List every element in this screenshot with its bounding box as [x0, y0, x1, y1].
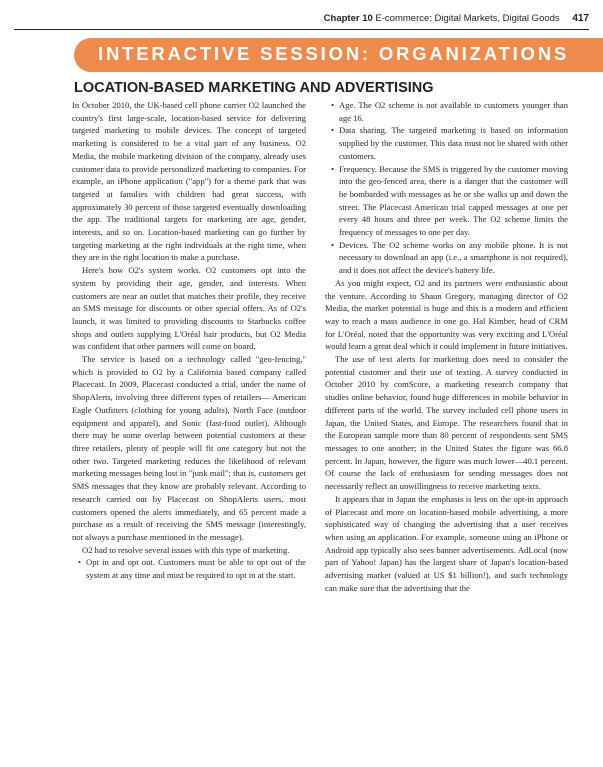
chapter-label: Chapter 10 — [323, 13, 373, 24]
left-column — [72, 99, 306, 582]
list-item: • Opt in and opt out. Customers must be able to opt out of the system at any time and must be required to opt in at the start. — [86, 556, 306, 581]
list-item: • Data sharing. The targeted marketing is based on information supplied by the customer. This data must not be shared with other customers. — [339, 124, 568, 162]
paragraph: As you might expect, O2 and its partners were enthusiastic about the venture. According to Shaun Gregory, managing director of O2 Media, the market potential is huge and this is a modern and efficient way to reach a mass audience in one go. Hal Kimber, head of CRM for L'Oréal, noted that the opportunity was very exciting and L'Oréal would learn a great deal which it could implement in future initiatives. — [325, 277, 568, 352]
paragraph: Here's how O2's system works. O2 customers opt into the system by providing their age, gender, and interests. When customers are near an outlet that matches their profile, they receive an SMS message for discounts or other special offers. As of O2's launch, it was limited to providing discounts to Starbucks coffee shops and outlets supplying L'Oréal hair products, but O2 Media was confident that other partners will come on board. — [72, 265, 306, 352]
list-item: • Devices. The O2 scheme works on any mobile phone. It is not necessary to download an app (i.e., a smartphone is not required), and it does not affect the device's battery life. — [339, 239, 568, 277]
header-rule — [14, 29, 589, 30]
chapter-title: E-commerce: Digital Markets, Digital Goods — [375, 13, 560, 24]
issue-list — [72, 556, 306, 581]
right-column — [325, 99, 568, 594]
article-headline: LOCATION-BASED MARKETING AND ADVERTISING — [74, 80, 434, 96]
paragraph: The service is based on a technology called "geo-fencing," which is provided to O2 by a California based company called Placecast. In 2009, Placecast conducted a trial, under the name of ShopAlerts, involving three different types of retailers— American Eagle Outfitters (clothing for young adults), North Face (outdoor equipment and apparel), and Sonic (fast-food outlet). Although there may be some overlap between potential customers at these three retailers, plenty of people will fit one category but not the other two. Targeted marketing reduces the likelihood of relevant marketing messages being lost in "junk mail"; that is, customers get SMS messages that they know are probably relevant. According to research carried out by Placecast on ShopAlerts users, most customers opened the alerts immediately, and 65 percent made a purchase as a result of receiving the SMS message (interestingly, not always a purchase mentioned in the message). — [72, 354, 306, 542]
issue-list — [325, 99, 568, 277]
banner-title: INTERACTIVE SESSION: ORGANIZATIONS — [98, 43, 570, 64]
paragraph: O2 had to resolve several issues with this type of marketing. — [82, 544, 290, 555]
list-item: • Frequency. Because the SMS is triggered by the customer moving into the geo-fenced area, there is a danger that the customer will be bombarded with messages as he or she walks up and down the street. The Placecast American trial capped messages at one per every 48 hours and three per week. The O2 scheme limits the frequency of messages to one per day. — [339, 163, 568, 239]
list-item: • Age. The O2 scheme is not available to customers younger than age 16. — [339, 99, 568, 124]
paragraph: It appears that in Japan the emphasis is less on the opt-in approach of Placecast and more on location-based mobile advertising, a more sophisticated way of changing the advertising that a user receives when using an application. For example, someone using an iPhone or Android app typically also sees banner advertisements. AdLocal (now part of Yahoo! Japan) has the largest share of Japan's location-based advertising market (valued at US $1 billion!), and such technology can make sure that the advertising that the — [325, 493, 568, 593]
running-head — [324, 13, 589, 24]
session-banner — [74, 38, 603, 72]
paragraph: The use of text alerts for marketing does need to consider the potential customer and their use of texting. A survey conducted in October 2010 by comScore, a marketing research company that studies online behavior, found huge differences in mobile behavior in different parts of the world. The survey included cell phone users in Japan, the United States, and Europe. The researchers found that in the European sample more than 80 percent of respondents sent SMS messages to one another; in the United States the figure was 66.8 percent. In Japan, however, the figure was much lower—40.1 percent. Of course the lack of enthusiasm for sending messages does not necessarily reflect an unwillingness to receive marketing texts. — [325, 354, 568, 492]
paragraph: In October 2010, the UK-based cell phone carrier O2 launched the country's first large-scale, location-based service for delivering targeted marketing to mobile devices. The concept of targeted marketing is considered to be a vital part of any business. O2 Media, the mobile marketing division of the company, already uses customer data to provide personalized marketing to companies. For example, an iPhone application ("app") for a theme park that was targeted at families with children had great success, with approximately 30 percent of those targeted eventually downloading the app. The traditional targets for marketing are age, gender, interests, and so on. Location-based marketing can go further by targeting marketing at the right individuals at the right time, when they are in the right location to make a purchase. — [72, 100, 306, 263]
page-number: 417 — [572, 13, 589, 24]
